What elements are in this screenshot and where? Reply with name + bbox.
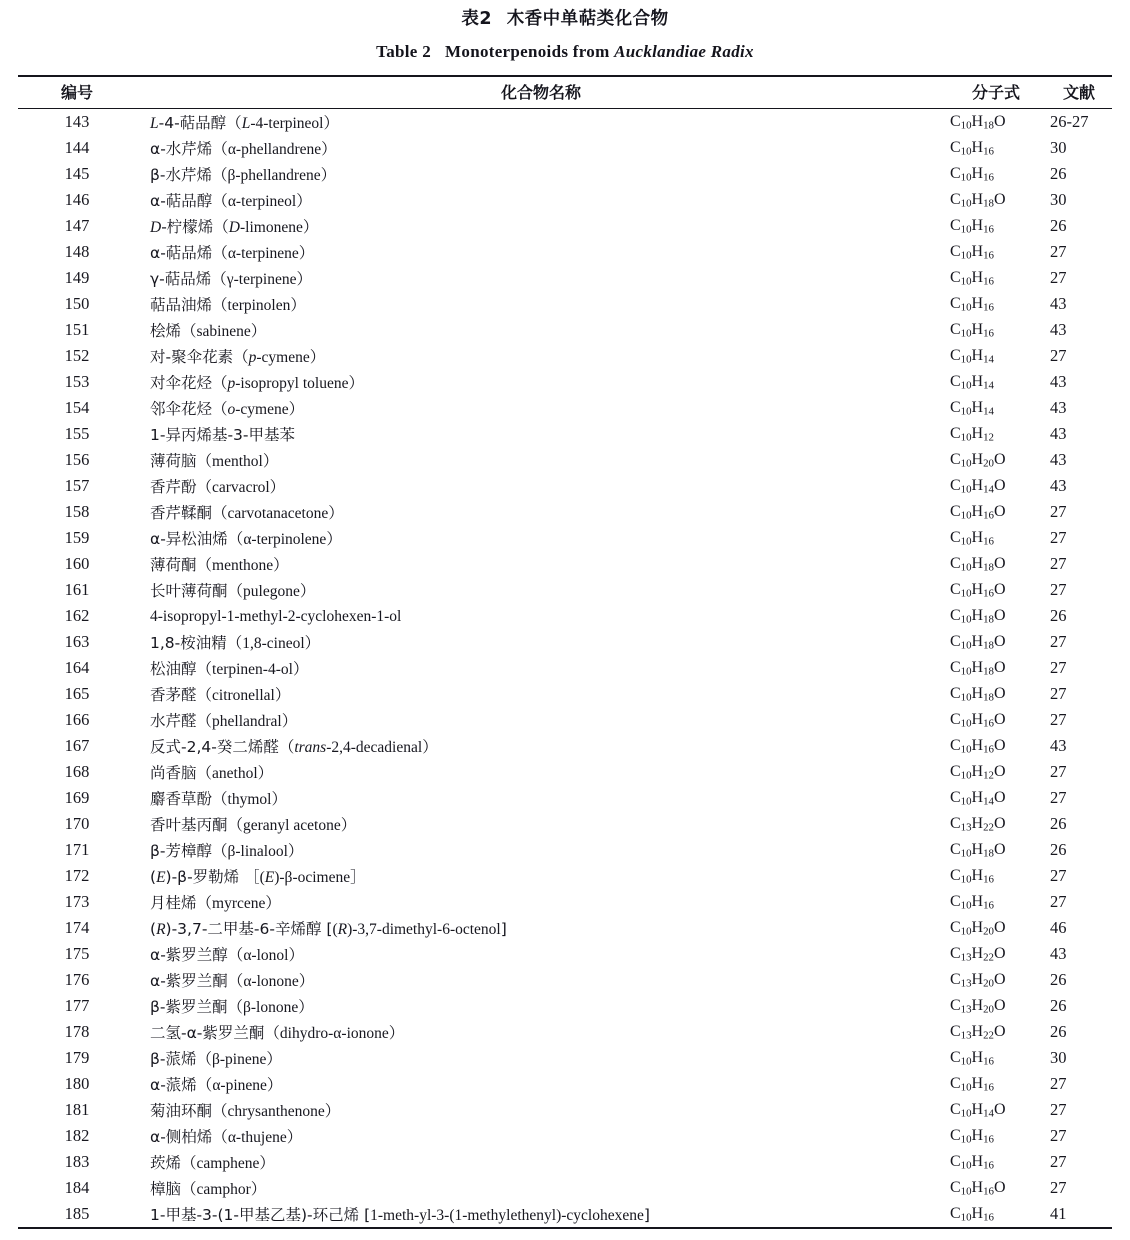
cell-reference: 26 — [1050, 970, 1067, 989]
cell-number: 180 — [64, 1074, 90, 1093]
cell-molecular-formula: $C_{10}H_{16}$ — [950, 138, 994, 158]
cell-number: 146 — [64, 190, 90, 209]
table-row — [18, 109, 1112, 135]
cell-molecular-formula: $C_{10}H_{16}$ — [950, 242, 994, 262]
table-row — [18, 1175, 1112, 1201]
cell-reference: 27 — [1050, 1126, 1067, 1145]
cell-reference: 27 — [1050, 268, 1067, 287]
cell-molecular-formula: $C_{10}H_{16}$ — [950, 294, 994, 314]
cell-compound-name: 对-聚伞花素（p-cymene） — [150, 348, 326, 366]
cell-reference: 43 — [1050, 398, 1067, 417]
cell-number: 167 — [64, 736, 90, 755]
column-header-number: 编号 — [60, 83, 93, 102]
cell-compound-name: α-紫罗兰酮（α-lonone） — [150, 972, 315, 990]
cell-molecular-formula: $C_{10}H_{14}$ — [950, 398, 994, 418]
cell-compound-name: γ-萜品烯（γ-terpinene） — [150, 270, 312, 288]
table-row — [18, 1149, 1112, 1175]
cell-reference: 43 — [1050, 372, 1067, 391]
table-row — [18, 395, 1112, 421]
cell-number: 172 — [64, 866, 90, 885]
cell-compound-name: α-萜品烯（α-terpinene） — [150, 244, 315, 262]
cell-molecular-formula: $C_{10}H_{16}$ — [950, 320, 994, 340]
cell-compound-name: 月桂烯（myrcene） — [150, 894, 281, 912]
cell-compound-name: 4-isopropyl-1-methyl-2-cyclohexen-1-ol — [150, 607, 402, 625]
cell-compound-name: D-柠檬烯（D-limonene） — [150, 218, 319, 236]
cell-compound-name: α-异松油烯（α-terpinolene） — [150, 530, 342, 548]
cell-reference: 27 — [1050, 866, 1067, 885]
table-title-chinese — [18, 0, 1112, 30]
table-row — [18, 577, 1112, 603]
table-head — [18, 76, 1112, 109]
table-row — [18, 1123, 1112, 1149]
cell-reference: 26 — [1050, 996, 1067, 1015]
cell-molecular-formula: $C_{10}H_{14}O$ — [950, 1100, 1006, 1120]
cell-number: 143 — [64, 112, 90, 131]
cell-reference: 43 — [1050, 424, 1067, 443]
table-row — [18, 369, 1112, 395]
cell-reference: 26-27 — [1050, 112, 1089, 131]
cell-reference: 27 — [1050, 502, 1067, 521]
table-row — [18, 603, 1112, 629]
cell-number: 166 — [64, 710, 90, 729]
table-row — [18, 473, 1112, 499]
cell-number: 182 — [64, 1126, 90, 1145]
cell-number: 152 — [64, 346, 90, 365]
cell-compound-name: 萜品油烯（terpinolen） — [150, 296, 306, 314]
cell-reference: 27 — [1050, 632, 1067, 651]
cell-compound-name: 反式-2,4-癸二烯醛（trans-2,4-decadienal） — [150, 738, 438, 756]
cell-number: 158 — [64, 502, 90, 521]
cell-number: 145 — [64, 164, 90, 183]
cell-molecular-formula: $C_{10}H_{16}$ — [950, 164, 994, 184]
column-header-name: 化合物名称 — [500, 83, 581, 102]
table-row — [18, 265, 1112, 291]
cell-number: 179 — [64, 1048, 90, 1067]
table-rule-bottom — [18, 1228, 1112, 1229]
cell-compound-name: β-蒎烯（β-pinene） — [150, 1050, 282, 1068]
cell-compound-name: 薄荷脑（menthol） — [150, 452, 279, 470]
table-row — [18, 187, 1112, 213]
cell-number: 160 — [64, 554, 90, 573]
cell-number: 184 — [64, 1178, 90, 1197]
cell-number: 174 — [64, 918, 90, 937]
cell-compound-name: 二氢-α-紫罗兰酮（dihydro-α-ionone） — [150, 1024, 405, 1042]
cell-compound-name: 邻伞花烃（o-cymene） — [150, 400, 305, 418]
cell-molecular-formula: $C_{10}H_{14}$ — [950, 346, 994, 366]
cell-reference: 43 — [1050, 320, 1067, 339]
cell-number: 177 — [64, 996, 90, 1015]
cell-reference: 26 — [1050, 840, 1067, 859]
table-row — [18, 837, 1112, 863]
table-row — [18, 1071, 1112, 1097]
cell-reference: 27 — [1050, 1100, 1067, 1119]
cell-molecular-formula: $C_{10}H_{18}O$ — [950, 112, 1006, 132]
cell-number: 155 — [64, 424, 90, 443]
cell-compound-name: 桧烯（sabinene） — [150, 322, 267, 340]
column-header-reference: 文献 — [1062, 83, 1095, 102]
cell-compound-name: 香芹酚（carvacrol） — [150, 478, 286, 496]
cell-reference: 27 — [1050, 892, 1067, 911]
cell-number: 154 — [64, 398, 90, 417]
cell-molecular-formula: $C_{10}H_{18}O$ — [950, 840, 1006, 860]
table-title-chinese-number: 2 — [479, 9, 494, 29]
cell-number: 181 — [64, 1100, 90, 1119]
cell-compound-name: 莰烯（camphene） — [150, 1154, 275, 1172]
cell-number: 170 — [64, 814, 90, 833]
cell-compound-name: (E)-β-罗勒烯 ［(E)-β-ocimene］ — [150, 868, 366, 886]
cell-compound-name: 水芹醛（phellandral） — [150, 712, 298, 730]
cell-molecular-formula: $C_{10}H_{16}$ — [950, 1074, 994, 1094]
cell-number: 149 — [64, 268, 90, 287]
table-row — [18, 915, 1112, 941]
cell-molecular-formula: $C_{10}H_{16}$ — [950, 216, 994, 236]
cell-number: 150 — [64, 294, 90, 313]
table-row — [18, 629, 1112, 655]
cell-compound-name: 长叶薄荷酮（pulegone） — [150, 582, 316, 600]
table-row — [18, 941, 1112, 967]
cell-compound-name: α-侧柏烯（α-thujene） — [150, 1128, 303, 1146]
cell-number: 159 — [64, 528, 90, 547]
cell-molecular-formula: $C_{13}H_{22}O$ — [950, 814, 1006, 834]
cell-reference: 27 — [1050, 762, 1067, 781]
cell-molecular-formula: $C_{10}H_{18}O$ — [950, 554, 1006, 574]
cell-molecular-formula: $C_{10}H_{18}O$ — [950, 606, 1006, 626]
cell-number: 153 — [64, 372, 90, 391]
table-title-english-text: Monoterpenoids from — [445, 42, 610, 61]
cell-molecular-formula: $C_{10}H_{16}$ — [950, 1048, 994, 1068]
cell-molecular-formula: $C_{10}H_{20}O$ — [950, 450, 1006, 470]
table-row — [18, 993, 1112, 1019]
cell-reference: 30 — [1050, 138, 1067, 157]
table-row — [18, 863, 1112, 889]
cell-compound-name: 对伞花烃（p-isopropyl toluene） — [150, 374, 364, 392]
table-row — [18, 343, 1112, 369]
cell-number: 161 — [64, 580, 90, 599]
cell-reference: 27 — [1050, 684, 1067, 703]
cell-molecular-formula: $C_{10}H_{18}O$ — [950, 190, 1006, 210]
cell-molecular-formula: $C_{10}H_{18}O$ — [950, 658, 1006, 678]
cell-reference: 26 — [1050, 814, 1067, 833]
cell-compound-name: 香叶基丙酮（geranyl acetone） — [150, 816, 357, 834]
table-title-chinese-label: 表 — [461, 9, 480, 29]
table-foot — [18, 1228, 1112, 1229]
cell-molecular-formula: $C_{10}H_{14}O$ — [950, 476, 1006, 496]
cell-number: 163 — [64, 632, 90, 651]
cell-compound-name: 1-异丙烯基-3-甲基苯 — [150, 426, 296, 444]
cell-reference: 30 — [1050, 1048, 1067, 1067]
cell-number: 162 — [64, 606, 90, 625]
species-name: Aucklandiae Radix — [614, 42, 754, 61]
table-title-english-number: 2 — [422, 42, 432, 61]
cell-reference: 30 — [1050, 190, 1067, 209]
cell-molecular-formula: $C_{10}H_{12}O$ — [950, 762, 1006, 782]
cell-molecular-formula: $C_{10}H_{16}O$ — [950, 710, 1006, 730]
cell-number: 157 — [64, 476, 90, 495]
table-row — [18, 291, 1112, 317]
table-row — [18, 135, 1112, 161]
table-row — [18, 447, 1112, 473]
table-row — [18, 317, 1112, 343]
table-header-row — [18, 77, 1112, 109]
cell-molecular-formula: $C_{10}H_{16}$ — [950, 892, 994, 912]
cell-compound-name: α-萜品醇（α-terpineol） — [150, 192, 312, 210]
cell-compound-name: β-紫罗兰酮（β-lonone） — [150, 998, 314, 1016]
cell-number: 147 — [64, 216, 90, 235]
cell-number: 178 — [64, 1022, 90, 1041]
cell-reference: 26 — [1050, 164, 1067, 183]
table-row — [18, 1019, 1112, 1045]
cell-reference: 27 — [1050, 580, 1067, 599]
cell-reference: 46 — [1050, 918, 1067, 937]
table-row — [18, 733, 1112, 759]
cell-molecular-formula: $C_{10}H_{16}O$ — [950, 1178, 1006, 1198]
cell-number: 185 — [64, 1204, 90, 1223]
cell-compound-name: 薄荷酮（menthone） — [150, 556, 289, 574]
cell-number: 168 — [64, 762, 90, 781]
cell-reference: 27 — [1050, 788, 1067, 807]
cell-compound-name: 1-甲基-3-(1-甲基乙基)-环己烯 [1-meth-yl-3-(1-methylethenyl)-cyclohexene] — [150, 1206, 650, 1224]
cell-number: 151 — [64, 320, 90, 339]
cell-reference: 43 — [1050, 944, 1067, 963]
cell-compound-name: 1,8-桉油精（1,8-cineol） — [150, 634, 321, 652]
table-title-english — [18, 30, 1112, 62]
table-row — [18, 967, 1112, 993]
table-row — [18, 785, 1112, 811]
cell-reference: 43 — [1050, 294, 1067, 313]
cell-molecular-formula: $C_{10}H_{16}O$ — [950, 502, 1006, 522]
cell-number: 148 — [64, 242, 90, 261]
cell-number: 183 — [64, 1152, 90, 1171]
cell-molecular-formula: $C_{10}H_{18}O$ — [950, 684, 1006, 704]
cell-compound-name: L-4-萜品醇（L-4-terpineol） — [150, 114, 339, 132]
table-title-chinese-text: 木香中单萜类化合物 — [506, 9, 669, 29]
cell-molecular-formula: $C_{10}H_{20}O$ — [950, 918, 1006, 938]
table-row — [18, 759, 1112, 785]
cell-reference: 41 — [1050, 1204, 1067, 1223]
cell-reference: 27 — [1050, 554, 1067, 573]
table-row — [18, 161, 1112, 187]
cell-compound-name: 尚香脑（anethol） — [150, 764, 274, 782]
cell-reference: 27 — [1050, 242, 1067, 261]
cell-compound-name: α-紫罗兰醇（α-lonol） — [150, 946, 304, 964]
cell-molecular-formula: $C_{10}H_{16}O$ — [950, 736, 1006, 756]
table-title-english-label: Table — [376, 42, 418, 61]
table-row — [18, 1201, 1112, 1228]
cell-molecular-formula: $C_{10}H_{16}$ — [950, 528, 994, 548]
cell-molecular-formula: $C_{10}H_{16}$ — [950, 268, 994, 288]
table-row — [18, 213, 1112, 239]
cell-molecular-formula: $C_{10}H_{16}$ — [950, 1204, 994, 1224]
cell-compound-name: β-芳樟醇（β-linalool） — [150, 842, 304, 860]
cell-compound-name: β-水芹烯（β-phellandrene） — [150, 166, 337, 184]
cell-molecular-formula: $C_{10}H_{18}O$ — [950, 632, 1006, 652]
cell-reference: 43 — [1050, 476, 1067, 495]
cell-molecular-formula: $C_{13}H_{22}O$ — [950, 944, 1006, 964]
cell-number: 175 — [64, 944, 90, 963]
table-row — [18, 707, 1112, 733]
cell-compound-name: (R)-3,7-二甲基-6-辛烯醇 [(R)-3,7-dimethyl-6-octenol] — [150, 920, 507, 938]
monoterpenoids-table — [18, 75, 1112, 1229]
cell-reference: 27 — [1050, 1152, 1067, 1171]
table-body — [18, 109, 1112, 1228]
cell-number: 156 — [64, 450, 90, 469]
cell-molecular-formula: $C_{13}H_{20}O$ — [950, 996, 1006, 1016]
cell-reference: 43 — [1050, 736, 1067, 755]
cell-molecular-formula: $C_{10}H_{12}$ — [950, 424, 994, 444]
cell-molecular-formula: $C_{10}H_{14}O$ — [950, 788, 1006, 808]
table-row — [18, 1097, 1112, 1123]
cell-molecular-formula: $C_{10}H_{16}O$ — [950, 580, 1006, 600]
cell-molecular-formula: $C_{13}H_{20}O$ — [950, 970, 1006, 990]
column-header-formula: 分子式 — [971, 83, 1020, 102]
table-row — [18, 421, 1112, 447]
cell-number: 169 — [64, 788, 90, 807]
cell-reference: 26 — [1050, 216, 1067, 235]
table-row — [18, 525, 1112, 551]
cell-compound-name: α-蒎烯（α-pinene） — [150, 1076, 283, 1094]
cell-compound-name: 香芹鞣酮（carvotanacetone） — [150, 504, 344, 522]
cell-compound-name: 樟脑（camphor） — [150, 1180, 267, 1198]
cell-reference: 27 — [1050, 528, 1067, 547]
cell-reference: 26 — [1050, 606, 1067, 625]
cell-reference: 27 — [1050, 346, 1067, 365]
cell-number: 176 — [64, 970, 90, 989]
cell-compound-name: 松油醇（terpinen-4-ol） — [150, 660, 309, 678]
cell-compound-name: 麝香草酚（thymol） — [150, 790, 287, 808]
table-row — [18, 655, 1112, 681]
cell-number: 164 — [64, 658, 90, 677]
cell-number: 144 — [64, 138, 90, 157]
cell-reference: 27 — [1050, 710, 1067, 729]
cell-reference: 26 — [1050, 1022, 1067, 1041]
table-row — [18, 499, 1112, 525]
cell-molecular-formula: $C_{10}H_{16}$ — [950, 866, 994, 886]
cell-compound-name: 香茅醛（citronellal） — [150, 686, 291, 704]
cell-reference: 27 — [1050, 658, 1067, 677]
table-row — [18, 811, 1112, 837]
cell-reference: 43 — [1050, 450, 1067, 469]
cell-number: 171 — [64, 840, 90, 859]
table-row — [18, 551, 1112, 577]
cell-molecular-formula: $C_{10}H_{16}$ — [950, 1126, 994, 1146]
cell-molecular-formula: $C_{13}H_{22}O$ — [950, 1022, 1006, 1042]
cell-compound-name: 菊油环酮（chrysanthenone） — [150, 1102, 341, 1120]
cell-number: 165 — [64, 684, 90, 703]
cell-reference: 27 — [1050, 1178, 1067, 1197]
cell-number: 173 — [64, 892, 90, 911]
table-row — [18, 681, 1112, 707]
table-row — [18, 1045, 1112, 1071]
cell-compound-name: α-水芹烯（α-phellandrene） — [150, 140, 337, 158]
table-row — [18, 239, 1112, 265]
table-row — [18, 889, 1112, 915]
cell-molecular-formula: $C_{10}H_{14}$ — [950, 372, 994, 392]
cell-reference: 27 — [1050, 1074, 1067, 1093]
cell-molecular-formula: $C_{10}H_{16}$ — [950, 1152, 994, 1172]
